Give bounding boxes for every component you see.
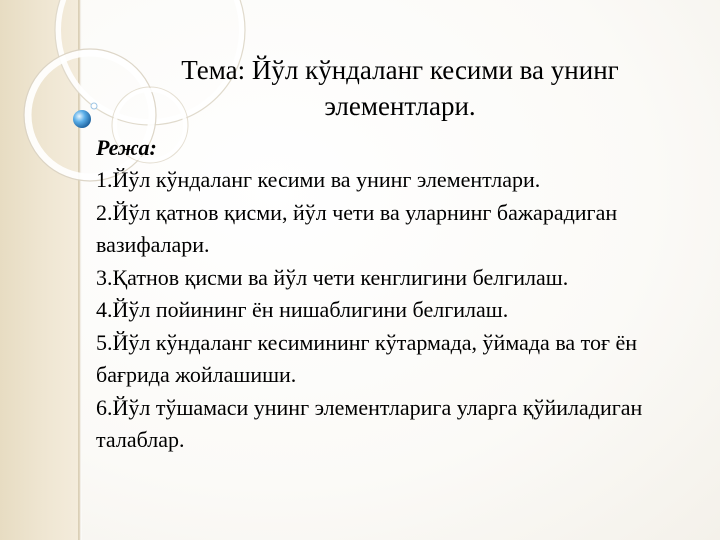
- slide-title: Тема: Йўл кўндаланг кесими ва унинг элементлари.: [181, 55, 619, 121]
- plan-item: 2.Йўл қатнов қисми, йўл чети ва уларнинг бажарадиган вазифалари.: [96, 199, 618, 257]
- plan-item: 6.Йўл тўшамаси унинг элементларига уларга қўйиладиган талаблар.: [96, 394, 643, 452]
- plan-item: 1.Йўл кўндаланг кесими ва унинг элементлари.: [96, 167, 541, 192]
- plan-list: [96, 164, 711, 457]
- side-panel: [0, 0, 80, 540]
- plan-item: 5.Йўл кўндаланг кесимининг кўтармада, ўймада ва тоғ ён бағрида жойлашиши.: [96, 329, 638, 387]
- plan-heading: Режа:: [96, 135, 157, 160]
- plan-item: 4.Йўл пойининг ён нишаблигини белгилаш.: [96, 297, 509, 322]
- plan-item: 3.Қатнов қисми ва йўл чети кенглигини белгилаш.: [96, 264, 569, 290]
